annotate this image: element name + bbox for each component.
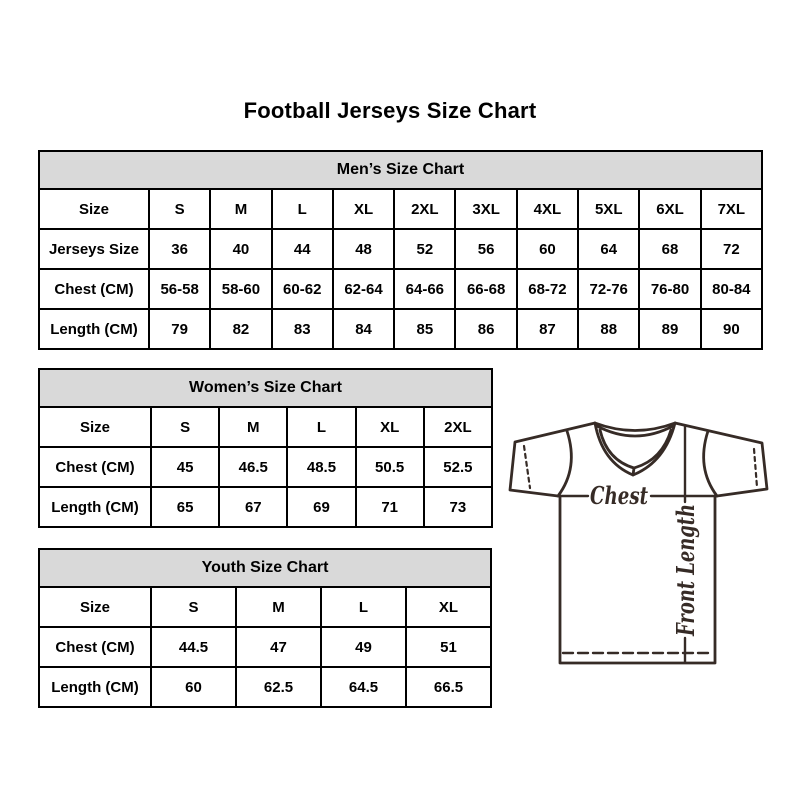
table-row bbox=[39, 407, 492, 447]
table-row bbox=[39, 269, 762, 309]
value-cell: 89 bbox=[639, 309, 700, 349]
value-cell: 48.5 bbox=[287, 447, 355, 487]
value-cell: 36 bbox=[149, 229, 210, 269]
row-label-cell: Chest (CM) bbox=[39, 269, 149, 309]
row-label-cell: Size bbox=[39, 407, 151, 447]
value-cell: 49 bbox=[321, 627, 406, 667]
row-label-cell: Chest (CM) bbox=[39, 627, 151, 667]
value-cell: 82 bbox=[210, 309, 271, 349]
value-cell: 44 bbox=[272, 229, 333, 269]
jersey-armhole-left bbox=[558, 431, 571, 496]
value-cell: 84 bbox=[333, 309, 394, 349]
value-cell: 73 bbox=[424, 487, 492, 527]
page-title: Football Jerseys Size Chart bbox=[243, 98, 537, 123]
value-cell: 45 bbox=[151, 447, 219, 487]
row-label-cell: Length (CM) bbox=[39, 309, 149, 349]
table-row bbox=[39, 447, 492, 487]
jersey-outline bbox=[510, 423, 767, 663]
table-row bbox=[39, 667, 491, 707]
value-cell: 60-62 bbox=[272, 269, 333, 309]
value-cell: 69 bbox=[287, 487, 355, 527]
table-row bbox=[39, 229, 762, 269]
row-label-cell: Jerseys Size bbox=[39, 229, 149, 269]
value-cell: 7XL bbox=[701, 189, 762, 229]
row-label-cell: Size bbox=[39, 587, 151, 627]
womens-size-table bbox=[38, 368, 493, 528]
value-cell: 87 bbox=[517, 309, 578, 349]
value-cell: XL bbox=[333, 189, 394, 229]
jersey-diagram bbox=[505, 410, 775, 680]
table-row bbox=[39, 189, 762, 229]
table-row bbox=[39, 627, 491, 667]
value-cell: 76-80 bbox=[639, 269, 700, 309]
value-cell: M bbox=[219, 407, 287, 447]
value-cell: 6XL bbox=[639, 189, 700, 229]
value-cell: 83 bbox=[272, 309, 333, 349]
youth-size-table bbox=[38, 548, 492, 708]
table-row bbox=[39, 309, 762, 349]
value-cell: XL bbox=[356, 407, 424, 447]
value-cell: 65 bbox=[151, 487, 219, 527]
value-cell: 51 bbox=[406, 627, 491, 667]
value-cell: 2XL bbox=[394, 189, 455, 229]
value-cell: 52 bbox=[394, 229, 455, 269]
row-label-cell: Length (CM) bbox=[39, 667, 151, 707]
value-cell: 68 bbox=[639, 229, 700, 269]
cuff-dash-left-line bbox=[524, 446, 530, 488]
value-cell: 79 bbox=[149, 309, 210, 349]
value-cell: 66.5 bbox=[406, 667, 491, 707]
row-label-cell: Length (CM) bbox=[39, 487, 151, 527]
value-cell: 60 bbox=[151, 667, 236, 707]
jersey-collar bbox=[595, 423, 675, 475]
value-cell: 64-66 bbox=[394, 269, 455, 309]
mens-table-title: Men’s Size Chart bbox=[39, 151, 762, 189]
value-cell: 3XL bbox=[455, 189, 516, 229]
value-cell: 44.5 bbox=[151, 627, 236, 667]
value-cell: 60 bbox=[517, 229, 578, 269]
value-cell: 68-72 bbox=[517, 269, 578, 309]
value-cell: 71 bbox=[356, 487, 424, 527]
value-cell: 88 bbox=[578, 309, 639, 349]
value-cell: 62-64 bbox=[333, 269, 394, 309]
mens-size-table bbox=[38, 150, 763, 350]
table-row bbox=[39, 487, 492, 527]
table-row bbox=[39, 587, 491, 627]
value-cell: L bbox=[321, 587, 406, 627]
value-cell: 64 bbox=[578, 229, 639, 269]
value-cell: M bbox=[210, 189, 271, 229]
value-cell: 85 bbox=[394, 309, 455, 349]
value-cell: 64.5 bbox=[321, 667, 406, 707]
row-label-cell: Size bbox=[39, 189, 149, 229]
front-length-label: Front Length bbox=[671, 458, 700, 636]
value-cell: 56 bbox=[455, 229, 516, 269]
jersey-armhole-right bbox=[704, 431, 717, 496]
value-cell: 4XL bbox=[517, 189, 578, 229]
value-cell: 62.5 bbox=[236, 667, 321, 707]
womens-table-title: Women’s Size Chart bbox=[39, 369, 492, 407]
value-cell: 67 bbox=[219, 487, 287, 527]
chest-label: Chest bbox=[590, 481, 648, 510]
value-cell: 48 bbox=[333, 229, 394, 269]
value-cell: 47 bbox=[236, 627, 321, 667]
value-cell: 90 bbox=[701, 309, 762, 349]
value-cell: 72-76 bbox=[578, 269, 639, 309]
value-cell: S bbox=[151, 407, 219, 447]
value-cell: 46.5 bbox=[219, 447, 287, 487]
youth-table-title: Youth Size Chart bbox=[39, 549, 491, 587]
value-cell: 58-60 bbox=[210, 269, 271, 309]
value-cell: 72 bbox=[701, 229, 762, 269]
value-cell: L bbox=[272, 189, 333, 229]
value-cell: 66-68 bbox=[455, 269, 516, 309]
value-cell: S bbox=[151, 587, 236, 627]
value-cell: 50.5 bbox=[356, 447, 424, 487]
value-cell: XL bbox=[406, 587, 491, 627]
value-cell: L bbox=[287, 407, 355, 447]
value-cell: 2XL bbox=[424, 407, 492, 447]
value-cell: M bbox=[236, 587, 321, 627]
value-cell: S bbox=[149, 189, 210, 229]
cuff-dash-right-line bbox=[754, 449, 757, 487]
value-cell: 56-58 bbox=[149, 269, 210, 309]
value-cell: 5XL bbox=[578, 189, 639, 229]
value-cell: 80-84 bbox=[701, 269, 762, 309]
value-cell: 52.5 bbox=[424, 447, 492, 487]
row-label-cell: Chest (CM) bbox=[39, 447, 151, 487]
value-cell: 40 bbox=[210, 229, 271, 269]
value-cell: 86 bbox=[455, 309, 516, 349]
